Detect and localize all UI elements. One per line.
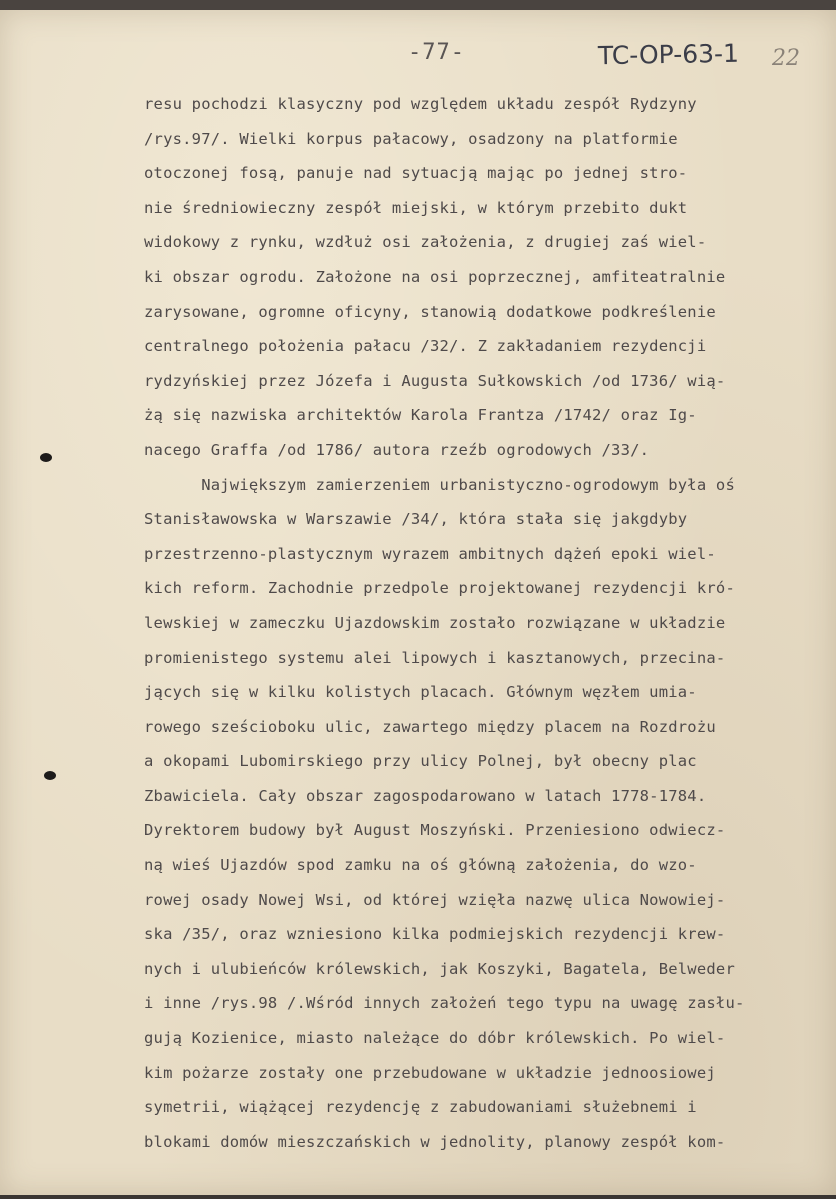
text-line: i inne /rys.98 /.Wśród innych założeń tego typu na uwagę zasłu- bbox=[144, 994, 745, 1013]
text-line: resu pochodzi klasyczny pod względem układu zespół Rydzyny bbox=[144, 95, 697, 113]
punch-hole-upper bbox=[40, 453, 52, 462]
text-line: a okopami Lubomirskiego przy ulicy Polnej, był obecny plac bbox=[144, 752, 697, 771]
text-line: lewskiej w zameczku Ujazdowskim zostało rozwiązane w układzie bbox=[144, 613, 726, 632]
text-line: Największym zamierzeniem urbanistyczno-ogrodowym była oś bbox=[144, 475, 735, 494]
text-line: rowej osady Nowej Wsi, od której wzięła nazwę ulica Nowowiej- bbox=[144, 890, 726, 909]
text-line: centralnego położenia pałacu /32/. Z zakładaniem rezydencji bbox=[144, 337, 707, 356]
scan-top-edge bbox=[0, 0, 836, 10]
text-line: rowego sześcioboku ulic, zawartego między placem na Rozdrożu bbox=[144, 717, 716, 736]
text-line: przestrzenno-plastycznym wyrazem ambitnych dążeń epoki wiel- bbox=[144, 544, 716, 563]
text-line: widokowy z rynku, wzdłuż osi założenia, z drugiej zaś wiel- bbox=[144, 233, 707, 252]
text-line: kim pożarze zostały one przebudowane w układzie jednoosiowej bbox=[144, 1063, 716, 1082]
text-line: ki obszar ogrodu. Założone na osi poprzecznej, amfiteatralnie bbox=[144, 267, 726, 286]
body-text bbox=[144, 87, 829, 1159]
text-line: kich reform. Zachodnie przedpole projektowanej rezydencji kró- bbox=[144, 579, 735, 598]
page-number: -77- bbox=[408, 40, 465, 65]
text-line: ną wieś Ujazdów spod zamku na oś główną założenia, do wzo- bbox=[144, 856, 697, 875]
text-line: blokami domów mieszczańskich w jednolity, planowy zespół kom- bbox=[144, 1132, 726, 1151]
text-line: /rys.97/. Wielki korpus pałacowy, osadzony na platformie bbox=[144, 129, 678, 148]
text-line: nych i ulubieńców królewskich, jak Koszyki, Bagatela, Belweder bbox=[144, 959, 735, 978]
folio-number: 22 bbox=[772, 46, 800, 71]
text-line: Dyrektorem budowy był August Moszyński. Przeniesiono odwiecz- bbox=[144, 821, 726, 840]
archive-signature: TC-OP-63-1 bbox=[597, 38, 740, 71]
typewritten-page bbox=[0, 10, 836, 1195]
text-line: gują Kozienice, miasto należące do dóbr królewskich. Po wiel- bbox=[144, 1029, 726, 1048]
text-line: Zbawiciela. Cały obszar zagospodarowano w latach 1778-1784. bbox=[144, 786, 707, 805]
text-line: zarysowane, ogromne oficyny, stanowią dodatkowe podkreślenie bbox=[144, 302, 716, 321]
text-line: ska /35/, oraz wzniesiono kilka podmiejskich rezydencji krew- bbox=[144, 925, 726, 944]
punch-hole-lower bbox=[44, 771, 56, 780]
text-line: otoczonej fosą, panuje nad sytuacją mając po jednej stro- bbox=[144, 164, 688, 183]
text-line: Stanisławowska w Warszawie /34/, która stała się jakgdyby bbox=[144, 510, 688, 529]
text-line: nie średniowieczny zespół miejski, w którym przebito dukt bbox=[144, 198, 688, 217]
text-line: jących się w kilku kolistych placach. Głównym węzłem umia- bbox=[144, 683, 697, 702]
text-line: symetrii, wiążącej rezydencję z zabudowaniami służebnemi i bbox=[144, 1098, 697, 1117]
text-line: promienistego systemu alei lipowych i kasztanowych, przecina- bbox=[144, 648, 726, 667]
text-line: rydzyńskiej przez Józefa i Augusta Sułkowskich /od 1736/ wią- bbox=[144, 371, 726, 390]
text-line: nacego Graffa /od 1786/ autora rzeźb ogrodowych /33/. bbox=[144, 440, 650, 459]
text-line: żą się nazwiska architektów Karola Frantza /1742/ oraz Ig- bbox=[144, 406, 697, 425]
